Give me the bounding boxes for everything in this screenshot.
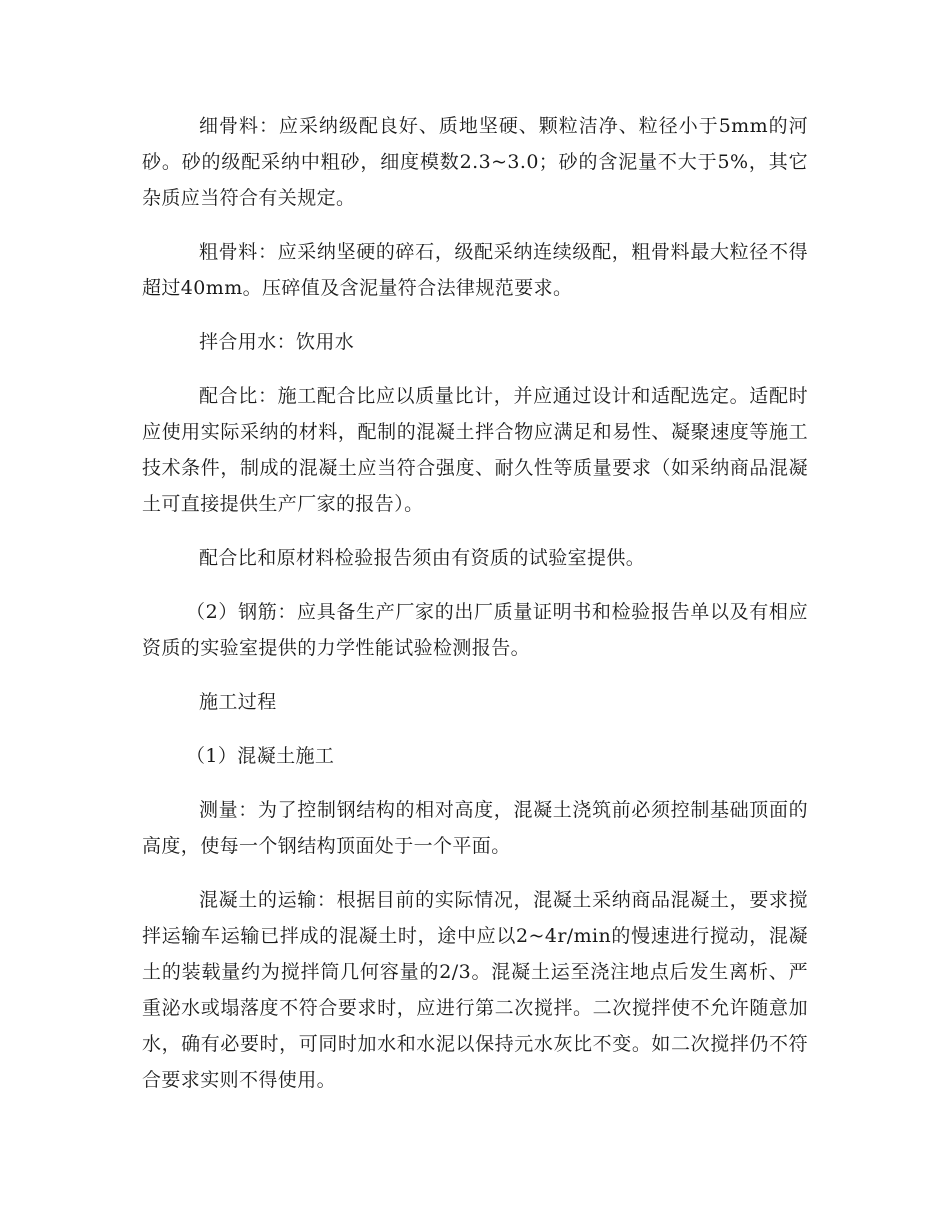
subheading-concrete-construction: （1）混凝土施工 [186,745,335,767]
paragraph-fine-aggregate: 细骨料：应采纳级配良好、质地坚硬、颗粒洁净、粒径小于5mm的河砂。砂的级配采纳中粗砂，细度模数2.3~3.0；砂的含泥量不大于5%，其它杂质应当符合有关规定。 [142,115,808,209]
paragraph-rebar: （2）钢筋：应具备生产厂家的出厂质量证明书和检验报告单以及有相应资质的实验室提供的力学性能试验检测报告。 [142,601,808,659]
paragraph-measurement: 测量：为了控制钢结构的相对高度，混凝土浇筑前必须控制基础顶面的高度，使每一个钢结构顶面处于一个平面。 [142,799,808,857]
paragraph-mixing-water: 拌合用水：饮用水 [199,331,355,353]
paragraph-coarse-aggregate: 粗骨料：应采纳坚硬的碎石，级配采纳连续级配，粗骨料最大粒径不得超过40mm。压碎值及含泥量符合法律规范要求。 [142,241,808,299]
section-heading-construction-process: 施工过程 [199,691,277,713]
paragraph-concrete-transport: 混凝土的运输：根据目前的实际情况，混凝土采纳商品混凝土，要求搅拌运输车运输已拌成的混凝土时，途中应以2~4r/min的慢速进行搅动，混凝土的装载量约为搅拌筒几何容量的2/3。混凝土运至浇注地点后发生离析、严重泌水或塌落度不符合要求时，应进行第二次搅拌。二次搅拌使不允许随意加水，确有必要时，可同时加水和水泥以保持元水灰比不变。如二次搅拌仍不符合要求实则不得使用。 [142,889,808,1091]
document-page [142,108,808,1116]
paragraph-test-report: 配合比和原材料检验报告须由有资质的试验室提供。 [199,547,646,569]
paragraph-mix-ratio: 配合比：施工配合比应以质量比计，并应通过设计和适配选定。适配时应使用实际采纳的材料，配制的混凝土拌合物应满足和易性、凝聚速度等施工技术条件，制成的混凝土应当符合强度、耐久性等质量要求（如采纳商品混凝土可直接提供生产厂家的报告）。 [142,385,808,515]
